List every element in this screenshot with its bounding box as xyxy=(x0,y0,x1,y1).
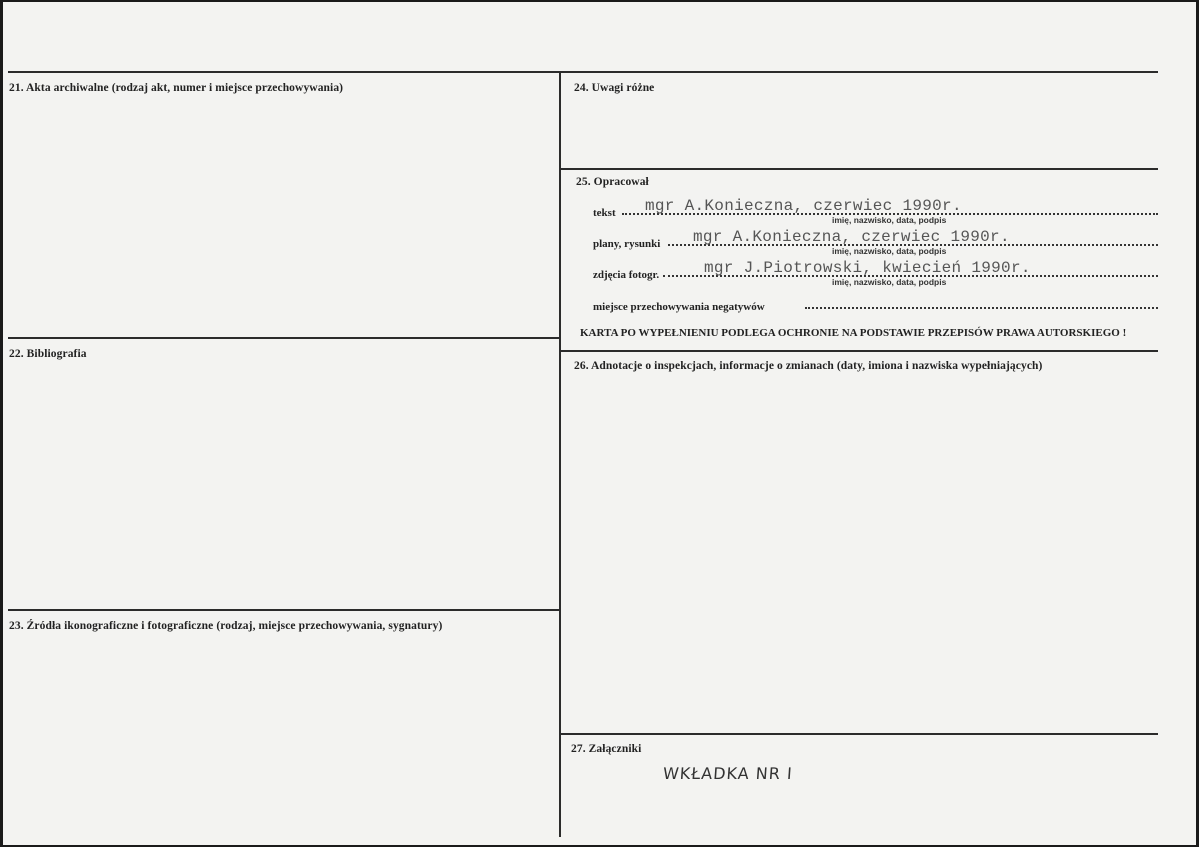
plany-caption: imię, nazwisko, data, podpis xyxy=(832,246,947,256)
negatywy-dotted-line xyxy=(805,307,1158,309)
section-23-zrodla-ikonograficzne: 23. Źródła ikonograficzne i fotograficzne (rodzaj, miejsce przechowywania, sygnatury) xyxy=(9,620,443,632)
tekst-typed-value: mgr A.Konieczna, czerwiec 1990r. xyxy=(645,197,962,215)
section-25-opracowal: 25. Opracował xyxy=(576,176,649,188)
zdjecia-fotogr-label: zdjęcia fotogr. xyxy=(593,269,660,281)
section-27-zalaczniki: 27. Załączniki xyxy=(571,743,642,755)
divider-22-23 xyxy=(8,609,560,611)
divider-25-26 xyxy=(560,350,1158,352)
section-26-adnotacje: 26. Adnotacje o inspekcjach, informacje o zmianach (daty, imiona i nazwiska wypełniających) xyxy=(574,360,1043,372)
section-22-bibliografia: 22. Bibliografia xyxy=(9,348,87,360)
tekst-caption: imię, nazwisko, data, podpis xyxy=(832,215,947,225)
divider-26-27 xyxy=(560,733,1158,735)
section-24-uwagi-rozne: 24. Uwagi różne xyxy=(574,82,655,94)
center-divider-line xyxy=(559,71,561,837)
handwritten-attachment-note: WKŁADKA NR I xyxy=(662,764,794,783)
top-border-line xyxy=(8,71,1158,73)
tekst-label: tekst xyxy=(593,207,616,219)
zdjecia-typed-value: mgr J.Piotrowski, kwiecień 1990r. xyxy=(704,259,1031,277)
record-card-sheet xyxy=(3,2,1196,845)
plany-typed-value: mgr A.Konieczna, czerwiec 1990r. xyxy=(693,228,1010,246)
negatywy-label: miejsce przechowywania negatywów xyxy=(593,301,765,313)
section-21-akta-archiwalne: 21. Akta archiwalne (rodzaj akt, numer i miejsce przechowywania) xyxy=(9,82,344,94)
divider-24-25 xyxy=(560,168,1158,170)
divider-21-22 xyxy=(8,337,560,339)
zdjecia-caption: imię, nazwisko, data, podpis xyxy=(832,277,947,287)
plany-rysunki-label: plany, rysunki xyxy=(593,238,661,250)
copyright-notice: KARTA PO WYPEŁNIENIU PODLEGA OCHRONIE NA PODSTAWIE PRZEPISÓW PRAWA AUTORSKIEGO ! xyxy=(580,327,1127,339)
